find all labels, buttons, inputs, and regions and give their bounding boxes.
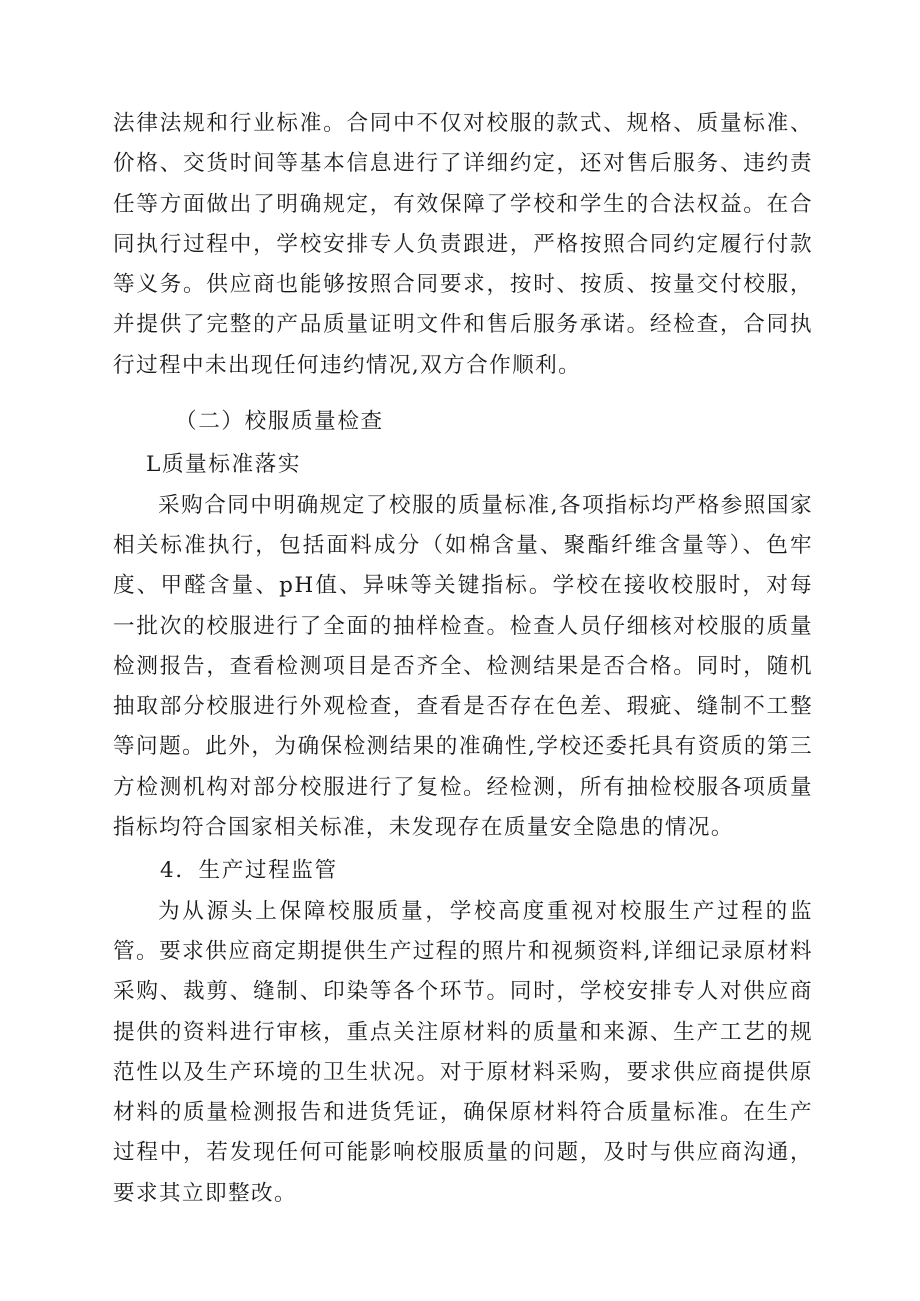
subheading-production-supervision: 4．生产过程监管 [160, 858, 338, 884]
paragraph-quality-standards: 采购合同中明确规定了校服的质量标准,各项指标均严格参照国家相关标准执行，包括面料成分（如棉含量、聚酯纤维含量等）、色牢度、甲醛含量、pH值、异味等关键指标。学校在接收校服时，对每一批次的校服进行了全面的抽样检查。检查人员仔细核对校服的质量检测报告，查看检测项目是否齐全、检测结果是否合格。同时，随机抽取部分校服进行外观检查，查看是否存在色差、瑕疵、缝制不工整等问题。此外，为确保检测结果的准确性,学校还委托具有资质的第三方检测机构对部分校服进行了复检。经检测，所有抽检校服各项质量指标均符合国家相关标准，未发现存在质量安全隐患的情况。 [113, 492, 813, 841]
document-page [113, 104, 813, 1214]
paragraph-contract-execution: 法律法规和行业标准。合同中不仅对校服的款式、规格、质量标准、价格、交货时间等基本信息进行了详细约定，还对售后服务、违约责任等方面做出了明确规定，有效保障了学校和学生的合法权益。在合同执行过程中，学校安排专人负责跟进，严格按照合同约定履行付款等义务。供应商也能够按照合同要求，按时、按质、按量交付校服，并提供了完整的产品质量证明文件和售后服务承诺。经检查，合同执行过程中未出现任何违约情况,双方合作顺利。 [113, 111, 813, 378]
subheading-quality-standards: L质量标准落实 [146, 452, 302, 478]
section-heading-quality-inspection: （二）校服质量检查 [175, 409, 384, 435]
paragraph-production-supervision: 为从源头上保障校服质量，学校高度重视对校服生产过程的监管。要求供应商定期提供生产过程的照片和视频资料,详细记录原材料采购、裁剪、缝制、印染等各个环节。同时，学校安排专人对供应商提供的资料进行审核，重点关注原材料的质量和来源、生产工艺的规范性以及生产环境的卫生状况。对于原材料采购，要求供应商提供原材料的质量检测报告和进货凭证，确保原材料符合质量标准。在生产过程中，若发现任何可能影响校服质量的问题，及时与供应商沟通，要求其立即整改。 [113, 898, 813, 1206]
